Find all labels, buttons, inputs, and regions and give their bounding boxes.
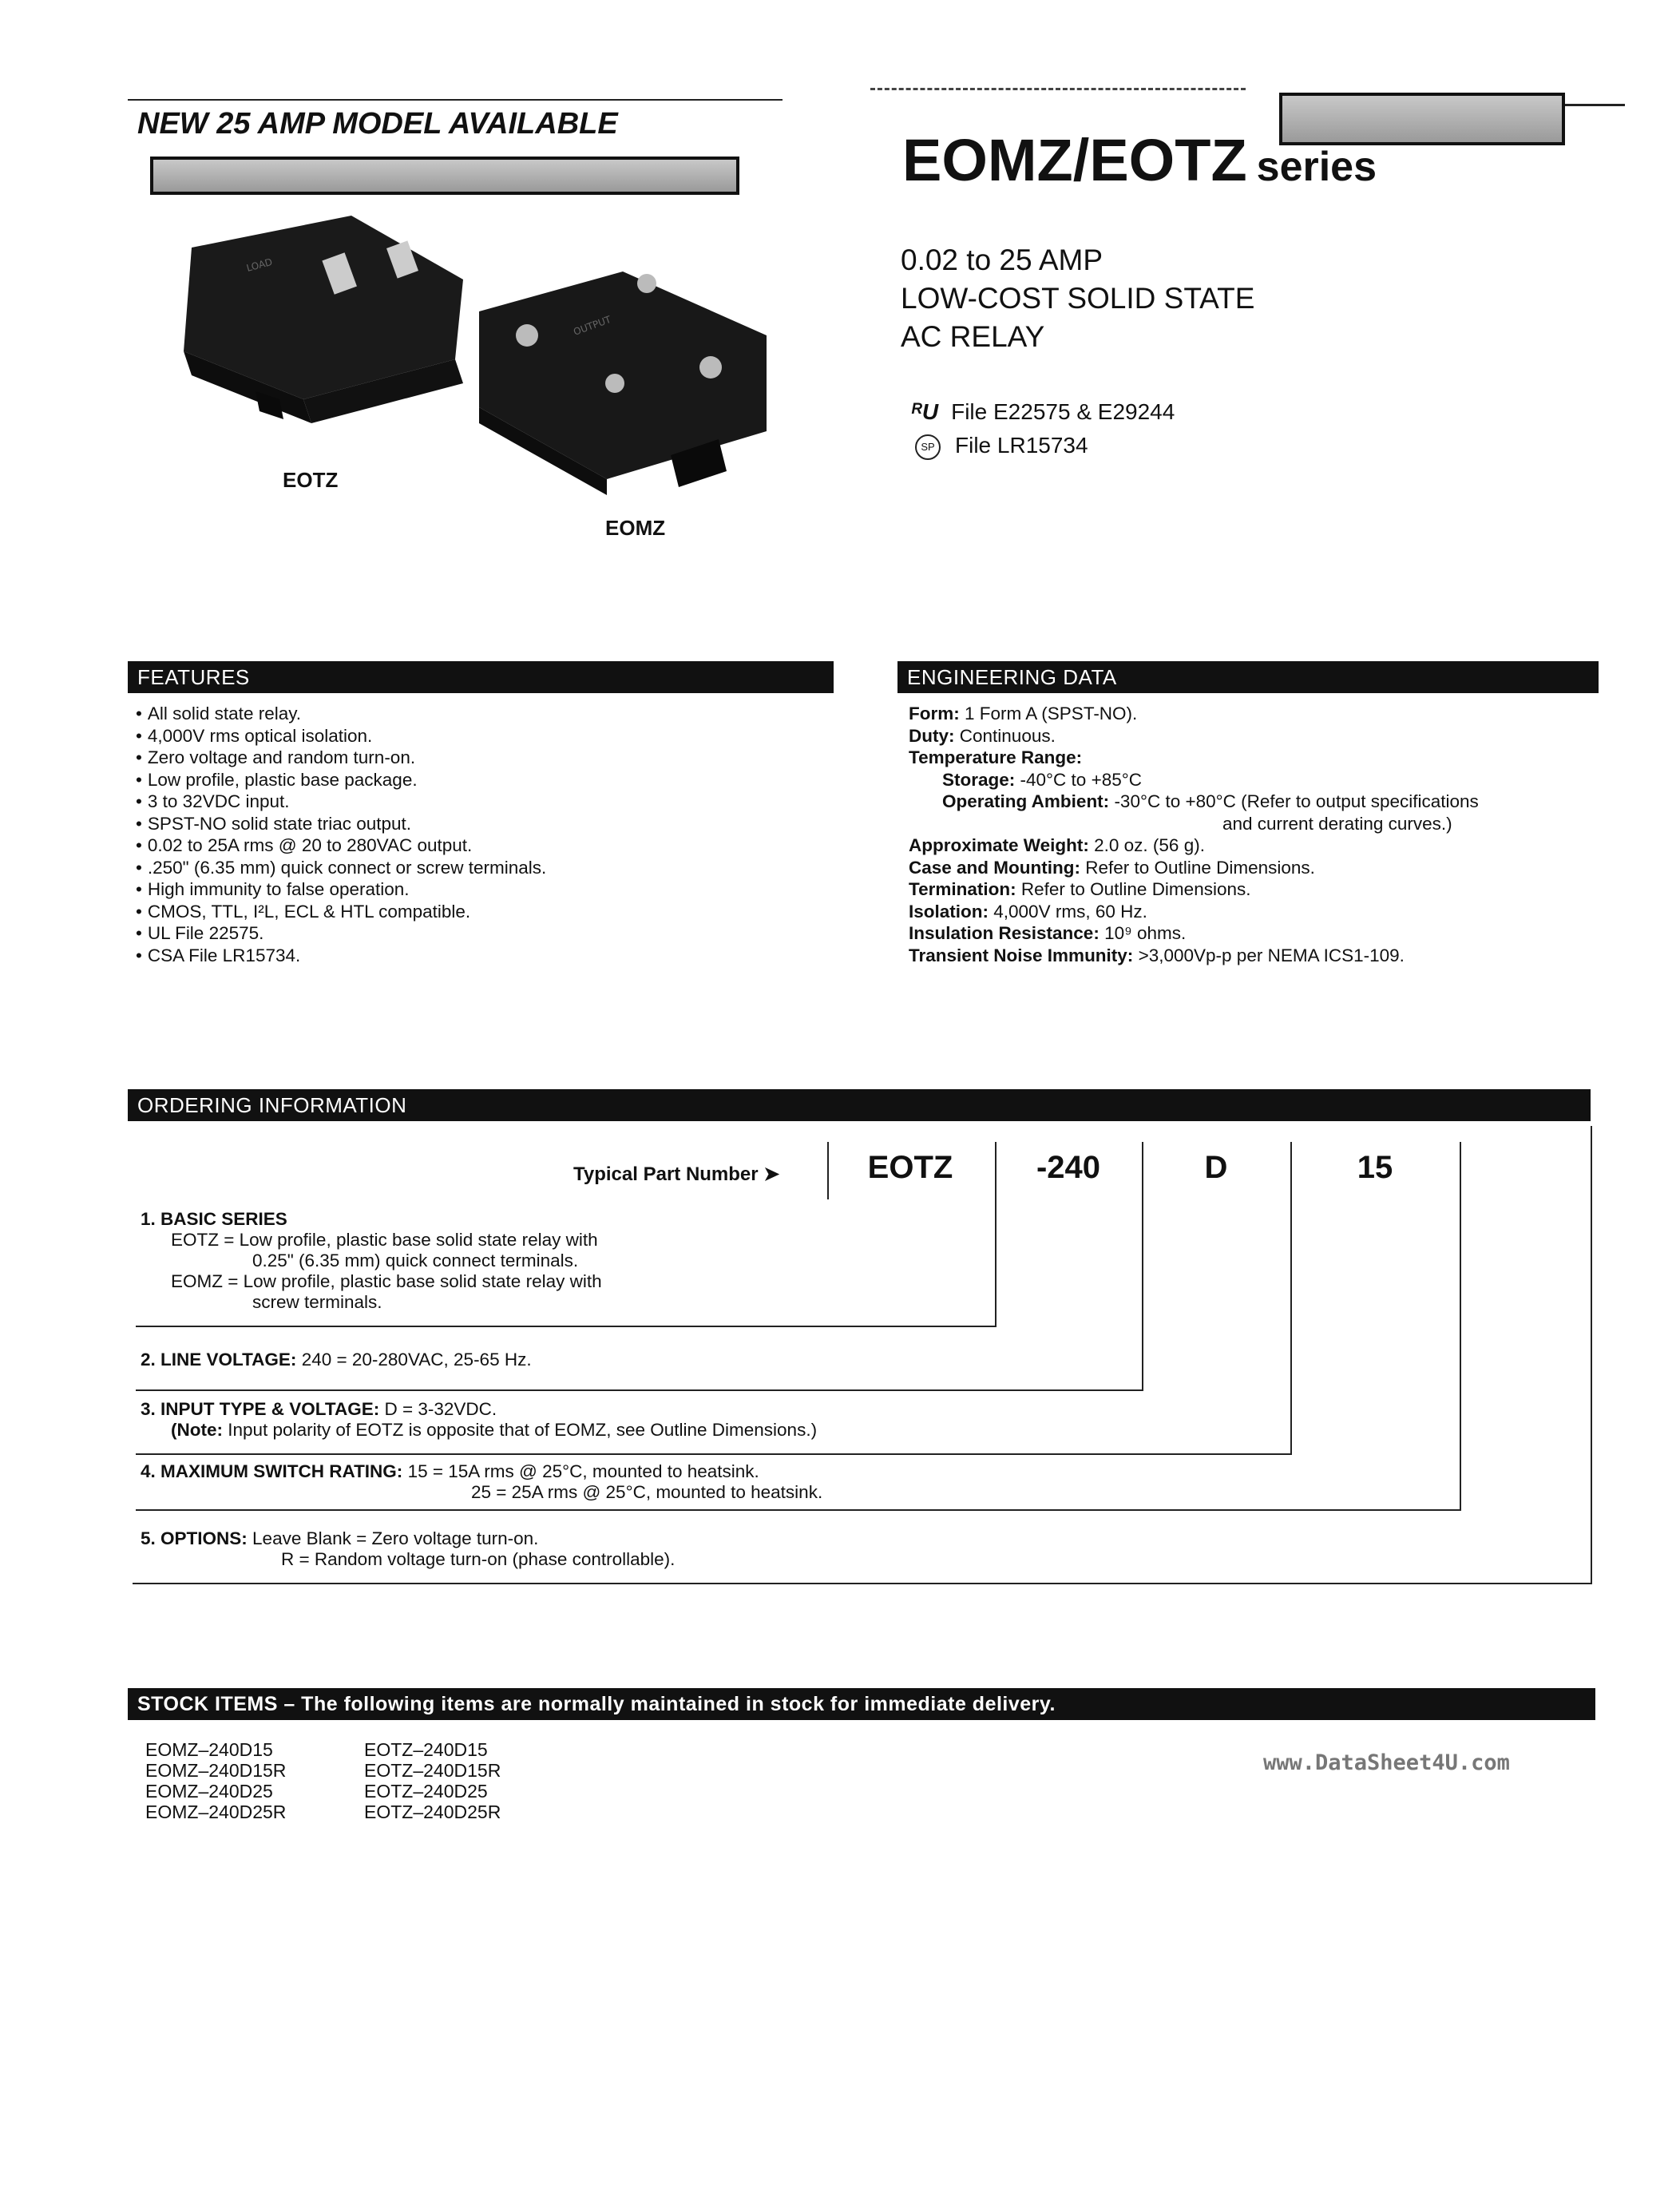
stock-item: EOTZ–240D25: [364, 1781, 488, 1802]
duty-value: Continuous.: [959, 725, 1056, 746]
pn-divider: [1591, 1126, 1592, 1583]
row-divider: [133, 1583, 1592, 1584]
form-value: 1 Form A (SPST-NO).: [965, 704, 1138, 723]
input-type-title: 3. INPUT TYPE & VOLTAGE:: [141, 1399, 380, 1419]
label-eomz: EOMZ: [605, 516, 666, 540]
operating-value-2: and current derating curves.): [1222, 813, 1452, 834]
part-series: EOTZ: [867, 1150, 953, 1185]
ordering-header: ORDERING INFORMATION: [128, 1089, 1591, 1121]
pn-divider: [1142, 1142, 1143, 1389]
stock-item: EOTZ–240D15R: [364, 1760, 501, 1781]
top-rule-right: [1561, 104, 1625, 106]
top-rule-left: [128, 99, 783, 101]
left-gray-bar: [150, 157, 739, 195]
subtitle-line-2: LOW-COST SOLID STATE: [901, 282, 1255, 315]
ul-logo-icon: ᴿU: [910, 399, 939, 424]
pn-divider: [1290, 1142, 1292, 1453]
operating-label: Operating Ambient:: [942, 791, 1110, 811]
noise-label: Transient Noise Immunity:: [909, 945, 1134, 965]
feature-item: • Zero voltage and random turn-on.: [136, 747, 546, 769]
product-photo: [160, 200, 783, 503]
feature-item: • High immunity to false operation.: [136, 878, 546, 901]
feature-item: • 3 to 32VDC input.: [136, 791, 546, 813]
eomz-relay-image: [479, 272, 767, 495]
pn-divider: [827, 1142, 829, 1199]
options-line-2: R = Random voltage turn-on (phase controllable).: [281, 1549, 676, 1569]
stock-item: EOTZ–240D25R: [364, 1802, 501, 1822]
weight-value: 2.0 oz. (56 g).: [1094, 835, 1205, 855]
line-voltage-text: 240 = 20-280VAC, 25-65 Hz.: [301, 1350, 532, 1370]
options-line-1: Leave Blank = Zero voltage turn-on.: [252, 1528, 539, 1548]
stock-col-2: [364, 1739, 501, 1822]
basic-series-line-1: EOTZ = Low profile, plastic base solid state relay with: [171, 1230, 598, 1250]
stock-item: EOMZ–240D25R: [145, 1802, 287, 1822]
switch-rating-title: 4. MAXIMUM SWITCH RATING:: [141, 1461, 403, 1481]
engineering-header: ENGINEERING DATA: [897, 661, 1599, 693]
part-input: D: [1204, 1150, 1228, 1185]
case-value: Refer to Outline Dimensions.: [1085, 857, 1315, 878]
input-type-text: D = 3-32VDC.: [384, 1399, 497, 1419]
note-text: Input polarity of EOTZ is opposite that of EOMZ, see Outline Dimensions.): [228, 1420, 818, 1440]
storage-value: -40°C to +85°C: [1020, 769, 1142, 790]
row-divider: [136, 1509, 1461, 1511]
features-header: FEATURES: [128, 661, 834, 693]
term-label: Termination:: [909, 879, 1016, 899]
subtitle-line-1: 0.02 to 25 AMP: [901, 244, 1103, 276]
temp-label: Temperature Range:: [909, 747, 1083, 767]
switch-rating-line-2: 25 = 25A rms @ 25°C, mounted to heatsink.: [471, 1482, 823, 1502]
top-dashes: [870, 88, 1246, 90]
switch-rating-section: [141, 1461, 822, 1503]
new-model-banner: NEW 25 AMP MODEL AVAILABLE: [137, 107, 618, 141]
term-value: Refer to Outline Dimensions.: [1020, 879, 1251, 899]
typical-part-label: Typical Part Number ➤: [573, 1163, 780, 1185]
line-voltage-section: [141, 1350, 532, 1370]
stock-header: STOCK ITEMS – The following items are normally maintained in stock for immediate delivery.: [128, 1688, 1595, 1720]
feature-item: • All solid state relay.: [136, 703, 546, 725]
isolation-label: Isolation:: [909, 901, 989, 922]
feature-item: • SPST-NO solid state triac output.: [136, 813, 546, 835]
part-rating: 15: [1357, 1150, 1393, 1185]
csa-file-text: File LR15734: [955, 433, 1088, 458]
label-eotz: EOTZ: [283, 468, 339, 492]
subtitle: [901, 241, 1254, 356]
feature-item: • CSA File LR15734.: [136, 945, 546, 967]
switch-rating-line-1: 15 = 15A rms @ 25°C, mounted to heatsink.: [407, 1461, 759, 1481]
ul-cert: [910, 399, 1175, 425]
basic-series-section: [141, 1209, 602, 1313]
series-suffix: series: [1256, 144, 1377, 190]
stock-col-1: [145, 1739, 286, 1822]
form-label: Form:: [909, 704, 960, 723]
stock-item: EOMZ–240D15: [145, 1739, 273, 1760]
note-label: (Note:: [171, 1420, 223, 1440]
duty-label: Duty:: [909, 725, 955, 746]
isolation-value: 4,000V rms, 60 Hz.: [993, 901, 1147, 922]
stock-item: EOMZ–240D15R: [145, 1760, 287, 1781]
options-section: [141, 1528, 675, 1570]
subtitle-line-3: AC RELAY: [901, 320, 1045, 353]
feature-item: • 4,000V rms optical isolation.: [136, 725, 546, 747]
line-voltage-title: 2. LINE VOLTAGE:: [141, 1350, 297, 1370]
operating-value: -30°C to +80°C (Refer to output specifications: [1114, 791, 1479, 811]
weight-label: Approximate Weight:: [909, 835, 1089, 855]
eotz-relay-image: [184, 216, 463, 423]
basic-series-line-3: EOMZ = Low profile, plastic base solid state relay with: [171, 1271, 602, 1291]
row-divider: [136, 1326, 997, 1327]
basic-series-line-4: screw terminals.: [252, 1292, 382, 1312]
feature-item: • .250" (6.35 mm) quick connect or screw terminals.: [136, 857, 546, 879]
storage-label: Storage:: [942, 769, 1016, 790]
input-type-section: [141, 1399, 817, 1441]
row-divider: [136, 1389, 1143, 1391]
watermark-link[interactable]: www.DataSheet4U.com: [1263, 1750, 1510, 1775]
engineering-data: [909, 703, 1611, 966]
feature-item: • 0.02 to 25A rms @ 20 to 280VAC output.: [136, 834, 546, 857]
pn-divider: [1460, 1142, 1461, 1509]
row-divider: [136, 1453, 1292, 1455]
csa-logo-icon: SP: [915, 434, 941, 460]
series-main: EOMZ/EOTZ: [902, 127, 1247, 193]
basic-series-line-2: 0.25" (6.35 mm) quick connect terminals.: [252, 1251, 579, 1270]
insulation-label: Insulation Resistance:: [909, 923, 1100, 943]
features-list: [136, 703, 546, 966]
pn-divider: [995, 1142, 997, 1326]
feature-item: • CMOS, TTL, I²L, ECL & HTL compatible.: [136, 901, 546, 923]
ul-file-text: File E22575 & E29244: [951, 399, 1175, 424]
stock-item: EOMZ–240D25: [145, 1781, 273, 1802]
feature-item: • UL File 22575.: [136, 922, 546, 945]
series-title: [902, 126, 1377, 194]
options-title: 5. OPTIONS:: [141, 1528, 248, 1548]
part-voltage: -240: [1036, 1150, 1101, 1185]
basic-series-title: 1. BASIC SERIES: [141, 1209, 287, 1229]
stock-item: EOTZ–240D15: [364, 1739, 488, 1760]
case-label: Case and Mounting:: [909, 857, 1080, 878]
csa-cert: [915, 433, 1088, 460]
insulation-value: 10⁹ ohms.: [1104, 923, 1187, 943]
svg-text:LOAD: LOAD: [245, 256, 274, 274]
svg-text:OUTPUT: OUTPUT: [572, 313, 612, 338]
feature-item: • Low profile, plastic base package.: [136, 769, 546, 791]
noise-value: >3,000Vp-p per NEMA ICS1-109.: [1138, 945, 1405, 965]
